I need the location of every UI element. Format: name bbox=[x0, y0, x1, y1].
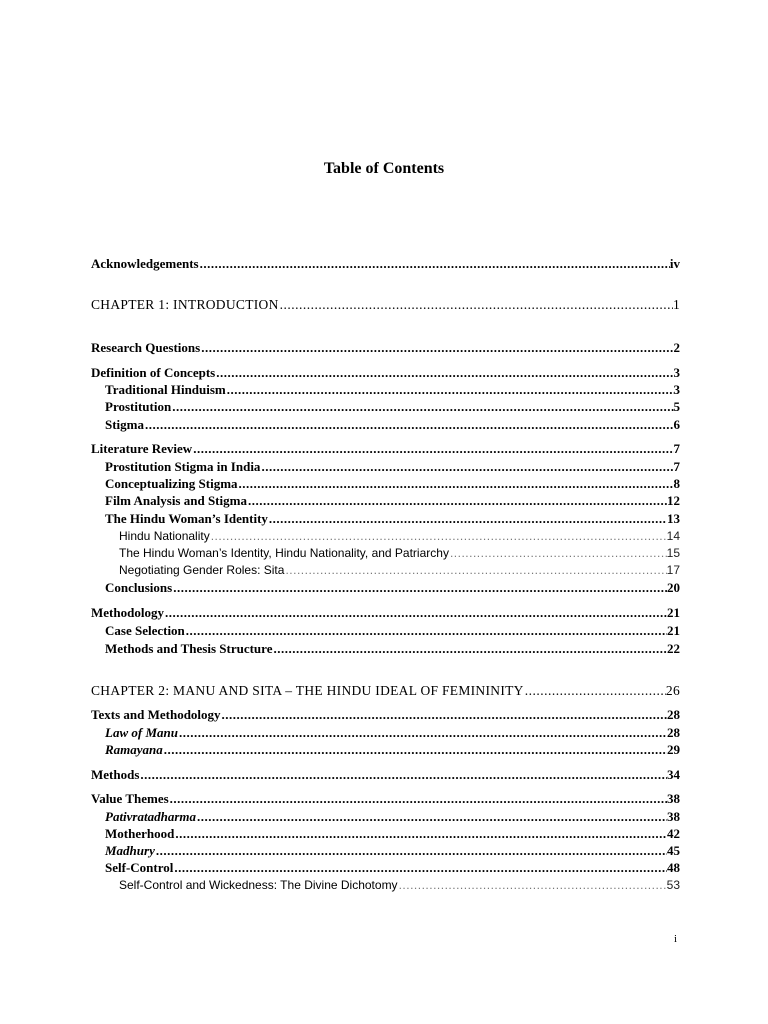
toc-entry-value-themes[interactable] bbox=[91, 790, 680, 807]
toc-entry-hindu-womans-identity[interactable] bbox=[105, 510, 680, 527]
toc-entry-page: 28 bbox=[667, 725, 680, 740]
dot-leader bbox=[155, 842, 667, 859]
toc-entry-title: Traditional Hinduism bbox=[105, 382, 226, 397]
toc-entry-title: CHAPTER 2: MANU AND SITA – THE HINDU IDEAL OF FEMININITY bbox=[91, 683, 524, 698]
toc-entry-title: Prostitution Stigma in India bbox=[105, 459, 261, 474]
toc-entry-negotiating-gender-roles[interactable] bbox=[119, 562, 680, 579]
toc-entry-prostitution[interactable] bbox=[105, 398, 680, 415]
toc-entry-page: 8 bbox=[673, 476, 680, 491]
toc-entry-page: iv bbox=[669, 256, 680, 271]
toc-entry-page: 7 bbox=[673, 441, 680, 456]
toc-entry-title: Self-Control bbox=[105, 860, 174, 875]
page-number: i bbox=[674, 933, 678, 945]
toc-entry-self-control[interactable] bbox=[105, 859, 680, 876]
toc-entry-page: 21 bbox=[667, 605, 680, 620]
dot-leader bbox=[226, 381, 674, 398]
toc-entry-title: Methods bbox=[91, 767, 140, 782]
toc-entry-title: Texts and Methodology bbox=[91, 707, 221, 722]
toc-entry-title: Motherhood bbox=[105, 826, 175, 841]
dot-leader bbox=[163, 741, 667, 758]
toc-entry-title: Conclusions bbox=[105, 580, 173, 595]
toc-entry-pativratadharma[interactable] bbox=[105, 808, 680, 825]
toc-entry-title: Research Questions bbox=[91, 340, 201, 355]
dot-leader bbox=[200, 339, 673, 356]
toc-entry-title: CHAPTER 1: INTRODUCTION bbox=[91, 297, 279, 312]
toc-entry-stigma[interactable] bbox=[105, 416, 680, 433]
toc-entry-title: Film Analysis and Stigma bbox=[105, 493, 247, 508]
toc-entry-methods-thesis-structure[interactable] bbox=[105, 640, 680, 657]
toc-entry-ramayana[interactable] bbox=[105, 741, 680, 758]
toc-entry-page: 14 bbox=[666, 529, 680, 543]
toc-entry-title: Methods and Thesis Structure bbox=[105, 641, 273, 656]
dot-leader bbox=[169, 790, 667, 807]
toc-entry-divine-dichotomy[interactable] bbox=[119, 877, 680, 894]
toc-entry-motherhood[interactable] bbox=[105, 825, 680, 842]
toc-entry-title: Law of Manu bbox=[105, 725, 178, 740]
dot-leader bbox=[268, 510, 667, 527]
toc-entry-page: 21 bbox=[667, 623, 680, 638]
dot-leader bbox=[139, 766, 667, 783]
toc-entry-title: Stigma bbox=[105, 417, 144, 432]
toc-entry-title: Ramayana bbox=[105, 742, 163, 757]
toc-entry-page: 48 bbox=[667, 860, 680, 875]
toc-entry-title: Acknowledgements bbox=[91, 256, 199, 271]
toc-entry-case-selection[interactable] bbox=[105, 622, 680, 639]
toc-entry-title: The Hindu Woman’s Identity bbox=[105, 511, 268, 526]
toc-entry-page: 3 bbox=[673, 365, 680, 380]
toc-entry-page: 28 bbox=[667, 707, 680, 722]
toc-entry-research-questions[interactable] bbox=[91, 339, 680, 356]
dot-leader bbox=[284, 562, 666, 579]
toc-entry-madhury[interactable] bbox=[105, 842, 680, 859]
dot-leader bbox=[260, 458, 673, 475]
toc-entry-page: 26 bbox=[665, 683, 680, 698]
toc-entry-title: Definition of Concepts bbox=[91, 365, 216, 380]
toc-entry-title: Hindu Nationality bbox=[119, 529, 210, 543]
dot-leader bbox=[185, 622, 667, 639]
toc-entry-texts-methodology[interactable] bbox=[91, 706, 680, 723]
toc-entry-page: 22 bbox=[667, 641, 680, 656]
toc-entry-title: Prostitution bbox=[105, 399, 172, 414]
toc-entry-traditional-hinduism[interactable] bbox=[105, 381, 680, 398]
toc-entry-page: 38 bbox=[667, 791, 680, 806]
dot-leader bbox=[192, 440, 673, 457]
dot-leader bbox=[174, 825, 667, 842]
toc-entry-title: Methodology bbox=[91, 605, 164, 620]
toc-entry-page: 20 bbox=[667, 580, 680, 595]
dot-leader bbox=[247, 492, 667, 509]
toc-entry-page: 45 bbox=[667, 843, 680, 858]
toc-entry-page: 38 bbox=[667, 809, 680, 824]
dot-leader bbox=[178, 724, 667, 741]
dot-leader bbox=[171, 398, 673, 415]
dot-leader bbox=[164, 604, 667, 621]
toc-entry-methods[interactable] bbox=[91, 766, 680, 783]
toc-entry-chapter-1[interactable] bbox=[91, 296, 680, 313]
dot-leader bbox=[398, 877, 667, 894]
dot-leader bbox=[172, 579, 667, 596]
toc-entry-conceptualizing-stigma[interactable] bbox=[105, 475, 680, 492]
toc-entry-page: 7 bbox=[673, 459, 680, 474]
toc-entry-methodology[interactable] bbox=[91, 604, 680, 621]
toc-entry-page: 5 bbox=[673, 399, 680, 414]
toc-entry-prostitution-stigma-india[interactable] bbox=[105, 458, 680, 475]
dot-leader bbox=[173, 859, 667, 876]
toc-entry-page: 42 bbox=[667, 826, 680, 841]
toc-entry-title: Case Selection bbox=[105, 623, 185, 638]
toc-entry-chapter-2[interactable] bbox=[91, 682, 680, 699]
toc-entry-page: 13 bbox=[667, 511, 680, 526]
toc-entry-page: 53 bbox=[666, 878, 680, 892]
toc-entry-title: Self-Control and Wickedness: The Divine Dichotomy bbox=[119, 878, 398, 892]
dot-leader bbox=[221, 706, 667, 723]
dot-leader bbox=[210, 528, 667, 545]
toc-entry-literature-review[interactable] bbox=[91, 440, 680, 457]
toc-entry-definition-of-concepts[interactable] bbox=[91, 364, 680, 381]
toc-entry-title: Pativratadharma bbox=[105, 809, 197, 824]
toc-entry-film-analysis[interactable] bbox=[105, 492, 680, 509]
toc-entry-identity-nationality-patriarchy[interactable] bbox=[119, 545, 680, 562]
dot-leader bbox=[279, 296, 673, 313]
dot-leader bbox=[449, 545, 667, 562]
toc-entry-law-of-manu[interactable] bbox=[105, 724, 680, 741]
toc-entry-page: 1 bbox=[672, 297, 680, 312]
toc-entry-hindu-nationality[interactable] bbox=[119, 528, 680, 545]
toc-entry-page: 2 bbox=[673, 340, 680, 355]
dot-leader bbox=[524, 682, 666, 699]
toc-entry-acknowledgements[interactable] bbox=[91, 255, 680, 272]
dot-leader bbox=[215, 364, 673, 381]
toc-entry-title: Negotiating Gender Roles: Sita bbox=[119, 563, 285, 577]
toc-entry-title: Madhury bbox=[105, 843, 155, 858]
toc-entry-title: Value Themes bbox=[91, 791, 169, 806]
toc-entry-page: 34 bbox=[667, 767, 680, 782]
page-title: Table of Contents bbox=[323, 160, 445, 177]
dot-leader bbox=[196, 808, 667, 825]
dot-leader bbox=[238, 475, 674, 492]
toc-entry-page: 15 bbox=[666, 546, 680, 560]
toc-entry-title: Literature Review bbox=[91, 441, 193, 456]
toc-entry-page: 6 bbox=[673, 417, 680, 432]
toc-entry-page: 12 bbox=[667, 493, 680, 508]
toc-entry-title: The Hindu Woman’s Identity, Hindu Nationality, and Patriarchy bbox=[119, 546, 449, 560]
toc-entry-page: 3 bbox=[673, 382, 680, 397]
dot-leader bbox=[144, 416, 674, 433]
toc-entry-page: 29 bbox=[667, 742, 680, 757]
dot-leader bbox=[272, 640, 667, 657]
dot-leader bbox=[199, 255, 670, 272]
toc-entry-conclusions[interactable] bbox=[105, 579, 680, 596]
toc-entry-title: Conceptualizing Stigma bbox=[105, 476, 238, 491]
toc-entry-page: 17 bbox=[666, 563, 680, 577]
